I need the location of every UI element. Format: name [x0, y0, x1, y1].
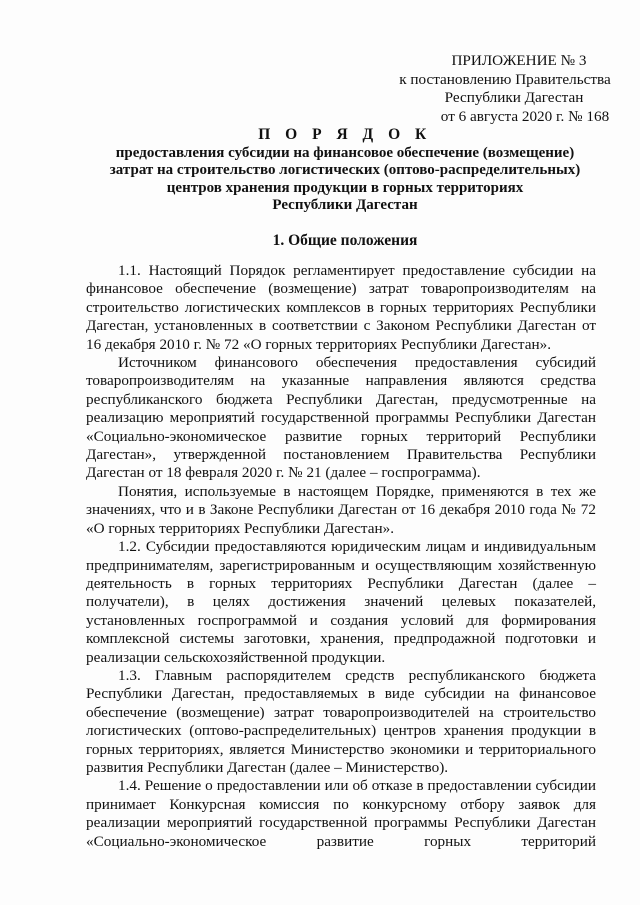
document-title [60, 126, 630, 215]
title-word: П О Р Я Д О К [258, 126, 432, 143]
title-line-1: предоставления субсидии на финансовое обеспечение (возмещение) [115, 144, 575, 161]
section-body [86, 262, 596, 851]
appendix-reference: к постановлению Правительства [399, 70, 611, 88]
paragraph: 1.2. Субсидии предоставляются юридическим лицам и индивидуальным предпринимателям, зарегистрированным и осуществляющим хозяйственную деятельность в горных территориях Республики Дагестан (далее – получатели), в целях достижения значений целевых показателей, установленных госпрограммой и создания условий для формирования комплексной системы заготовки, хранения, предпродажной подготовки и реализации сельскохозяйственной продукции. [86, 538, 596, 666]
appendix-date: от 6 августа 2020 г. № 168 [440, 107, 610, 125]
paragraph: Понятия, используемые в настоящем Порядке, применяются в тех же значениях, что и в Законе Республики Дагестан от 16 декабря 2010 года № 72 «О горных территориях Республики Дагестан». [86, 482, 596, 537]
appendix-government: Республики Дагестан [444, 89, 584, 106]
title-line-3: центров хранения продукции в горных территориях [166, 179, 524, 196]
paragraph: 1.1. Настоящий Порядок регламентирует предоставление субсидии на финансовое обеспечение (возмещение) затрат товаропроизводителям на строительство логистических комплексов в горных территориях Республики Дагестан, установленных в соответствии с Законом Республики Дагестан от 16 декабря 2010 г. № 72 «О горных территориях Республики Дагестан». [86, 262, 596, 353]
appendix-header [385, 52, 625, 126]
paragraph: Источником финансового обеспечения предоставления субсидий товаропроизводителям на указанные направления являются средства республиканского бюджета Республики Дагестан, предусмотренные на реализацию мероприятий государственной программы Республики Дагестан «Социально-экономическое развитие горных территорий Республики Дагестан», утвержденной постановлением Правительства Республики Дагестан от 18 февраля 2020 г. № 21 (далее – госпрограмма). [86, 354, 596, 482]
section-heading: 1. Общие положения [272, 232, 418, 249]
title-line-4: Республики Дагестан [272, 197, 418, 214]
title-line-2: затрат на строительство логистических (оптово-распределительных) [109, 162, 581, 179]
appendix-number: ПРИЛОЖЕНИЕ № 3 [451, 52, 587, 69]
paragraph: 1.3. Главным распорядителем средств республиканского бюджета Республики Дагестан, предоставляемых в виде субсидии на финансовое обеспечение (возмещение) затрат товаропроизводителей на строительство логистических (оптово-распределительных) центров хранения продукции в горных территориях, является Министерство экономики и территориального развития Республики Дагестан (далее – Министерство). [86, 666, 596, 776]
paragraph: 1.4. Решение о предоставлении или об отказе в предоставлении субсидии принимает Конкурсная комиссия по конкурсному отбору заявок для реализации мероприятий государственной программы Республики Дагестан «Социально-экономическое развитие горных территорий [86, 777, 596, 850]
